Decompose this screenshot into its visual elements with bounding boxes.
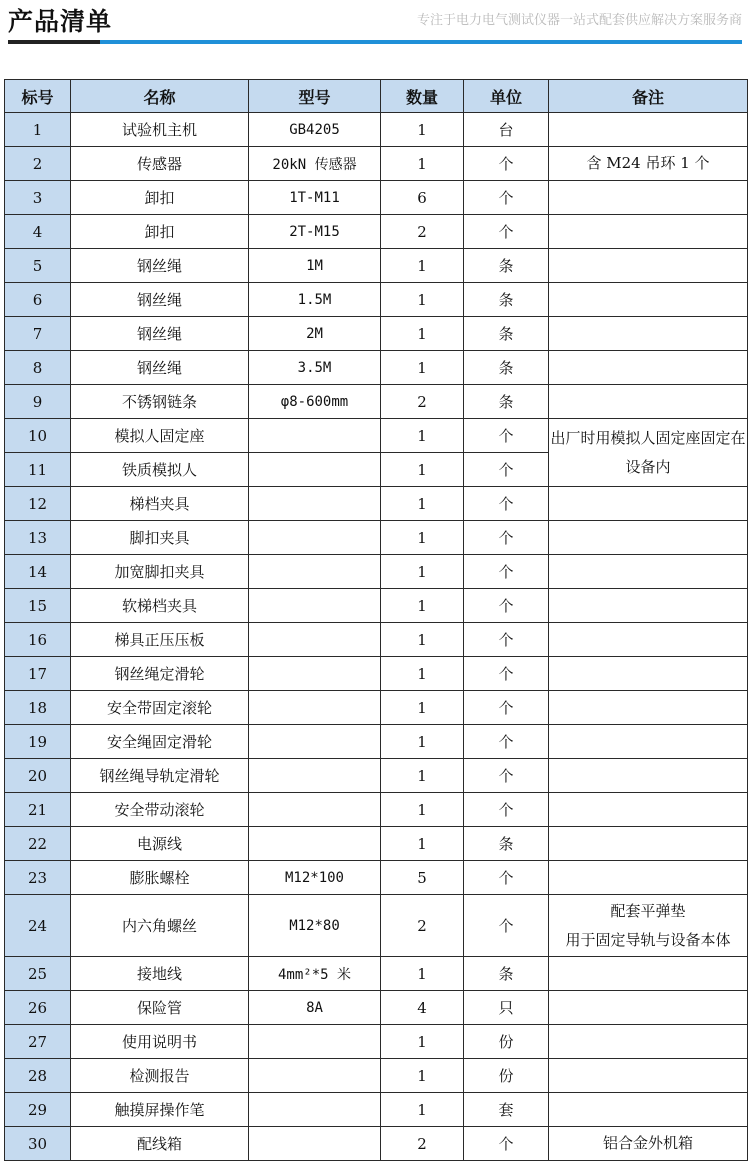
- model-cell: 1M: [249, 249, 381, 283]
- remarks-cell: [549, 249, 748, 283]
- remarks-cell: [549, 283, 748, 317]
- table-row: [5, 385, 748, 419]
- unit-cell: 个: [464, 691, 549, 725]
- model-cell: 1.5M: [249, 283, 381, 317]
- row-number-cell: 4: [5, 215, 71, 249]
- table-row: [5, 351, 748, 385]
- row-number-cell: 19: [5, 725, 71, 759]
- row-number-cell: 27: [5, 1025, 71, 1059]
- header-rule-dark: [8, 40, 100, 44]
- row-number-cell: 10: [5, 419, 71, 453]
- unit-cell: 条: [464, 827, 549, 861]
- row-number-cell: 6: [5, 283, 71, 317]
- remarks-cell: [549, 521, 748, 555]
- quantity-cell: 1: [381, 147, 464, 181]
- unit-cell: 个: [464, 589, 549, 623]
- table-row: [5, 1093, 748, 1127]
- table-row: [5, 657, 748, 691]
- remarks-cell: [549, 589, 748, 623]
- table-row: [5, 991, 748, 1025]
- remarks-cell: [549, 385, 748, 419]
- remarks-cell: [549, 691, 748, 725]
- item-name-cell: 铁质模拟人: [71, 453, 249, 487]
- remarks-cell: 铝合金外机箱: [549, 1127, 748, 1161]
- item-name-cell: 钢丝绳导轨定滑轮: [71, 759, 249, 793]
- table-row: [5, 283, 748, 317]
- tagline: 专注于电力电气测试仪器一站式配套供应解决方案服务商: [416, 13, 742, 28]
- item-name-cell: 钢丝绳定滑轮: [71, 657, 249, 691]
- row-number-cell: 21: [5, 793, 71, 827]
- table-row: [5, 1059, 748, 1093]
- column-header-unit: 单位: [464, 80, 549, 113]
- remarks-cell: [549, 725, 748, 759]
- item-name-cell: 钢丝绳: [71, 351, 249, 385]
- quantity-cell: 1: [381, 351, 464, 385]
- remarks-cell: [549, 113, 748, 147]
- unit-cell: 条: [464, 283, 549, 317]
- item-name-cell: 钢丝绳: [71, 249, 249, 283]
- table-row: [5, 249, 748, 283]
- table-row: [5, 957, 748, 991]
- remarks-cell: 出厂时用模拟人固定座固定在设备内: [549, 419, 748, 487]
- table-row: [5, 861, 748, 895]
- model-cell: [249, 1059, 381, 1093]
- model-cell: [249, 589, 381, 623]
- remarks-cell: 含 M24 吊环 1 个: [549, 147, 748, 181]
- item-name-cell: 使用说明书: [71, 1025, 249, 1059]
- column-header-name: 名称: [71, 80, 249, 113]
- table-row: [5, 589, 748, 623]
- table-row: [5, 419, 748, 453]
- table-header-row: [5, 80, 748, 113]
- item-name-cell: 检测报告: [71, 1059, 249, 1093]
- table-row: [5, 691, 748, 725]
- table-row: [5, 215, 748, 249]
- table-row: [5, 725, 748, 759]
- model-cell: 3.5M: [249, 351, 381, 385]
- quantity-cell: 1: [381, 1025, 464, 1059]
- table-row: [5, 147, 748, 181]
- item-name-cell: 内六角螺丝: [71, 895, 249, 957]
- unit-cell: 只: [464, 991, 549, 1025]
- unit-cell: 个: [464, 419, 549, 453]
- column-header-quantity: 数量: [381, 80, 464, 113]
- unit-cell: 份: [464, 1059, 549, 1093]
- remarks-cell: [549, 317, 748, 351]
- unit-cell: 个: [464, 147, 549, 181]
- model-cell: [249, 827, 381, 861]
- model-cell: 2T-M15: [249, 215, 381, 249]
- remarks-cell: [549, 991, 748, 1025]
- item-name-cell: 电源线: [71, 827, 249, 861]
- item-name-cell: 安全绳固定滑轮: [71, 725, 249, 759]
- row-number-cell: 2: [5, 147, 71, 181]
- unit-cell: 个: [464, 181, 549, 215]
- model-cell: [249, 793, 381, 827]
- remarks-cell: [549, 351, 748, 385]
- unit-cell: 条: [464, 317, 549, 351]
- row-number-cell: 5: [5, 249, 71, 283]
- quantity-cell: 1: [381, 759, 464, 793]
- unit-cell: 份: [464, 1025, 549, 1059]
- item-name-cell: 软梯档夹具: [71, 589, 249, 623]
- quantity-cell: 1: [381, 521, 464, 555]
- item-name-cell: 卸扣: [71, 215, 249, 249]
- remarks-cell: [549, 861, 748, 895]
- unit-cell: 个: [464, 861, 549, 895]
- unit-cell: 套: [464, 1093, 549, 1127]
- unit-cell: 个: [464, 215, 549, 249]
- quantity-cell: 1: [381, 657, 464, 691]
- table-row: [5, 1025, 748, 1059]
- row-number-cell: 24: [5, 895, 71, 957]
- remarks-cell: [549, 215, 748, 249]
- quantity-cell: 1: [381, 957, 464, 991]
- remarks-cell: [549, 827, 748, 861]
- row-number-cell: 9: [5, 385, 71, 419]
- model-cell: M12*100: [249, 861, 381, 895]
- quantity-cell: 1: [381, 555, 464, 589]
- quantity-cell: 4: [381, 991, 464, 1025]
- remarks-cell: [549, 487, 748, 521]
- row-number-cell: 13: [5, 521, 71, 555]
- item-name-cell: 钢丝绳: [71, 317, 249, 351]
- model-cell: 2M: [249, 317, 381, 351]
- item-name-cell: 试验机主机: [71, 113, 249, 147]
- quantity-cell: 1: [381, 317, 464, 351]
- row-number-cell: 18: [5, 691, 71, 725]
- unit-cell: 个: [464, 453, 549, 487]
- row-number-cell: 11: [5, 453, 71, 487]
- item-name-cell: 卸扣: [71, 181, 249, 215]
- unit-cell: 个: [464, 623, 549, 657]
- row-number-cell: 23: [5, 861, 71, 895]
- table-row: [5, 623, 748, 657]
- quantity-cell: 1: [381, 793, 464, 827]
- item-name-cell: 梯档夹具: [71, 487, 249, 521]
- model-cell: [249, 419, 381, 453]
- item-name-cell: 安全带固定滚轮: [71, 691, 249, 725]
- model-cell: [249, 1127, 381, 1161]
- quantity-cell: 1: [381, 589, 464, 623]
- quantity-cell: 1: [381, 419, 464, 453]
- unit-cell: 个: [464, 1127, 549, 1161]
- unit-cell: 条: [464, 385, 549, 419]
- remarks-cell: 配套平弹垫 用于固定导轨与设备本体: [549, 895, 748, 957]
- unit-cell: 条: [464, 249, 549, 283]
- quantity-cell: 1: [381, 1093, 464, 1127]
- unit-cell: 个: [464, 487, 549, 521]
- model-cell: [249, 521, 381, 555]
- unit-cell: 个: [464, 657, 549, 691]
- remarks-cell: [549, 555, 748, 589]
- remarks-cell: [549, 793, 748, 827]
- item-name-cell: 膨胀螺栓: [71, 861, 249, 895]
- product-list-table: [4, 79, 748, 1161]
- row-number-cell: 12: [5, 487, 71, 521]
- unit-cell: 条: [464, 351, 549, 385]
- remarks-cell: [549, 1093, 748, 1127]
- quantity-cell: 1: [381, 1059, 464, 1093]
- model-cell: [249, 453, 381, 487]
- model-cell: [249, 487, 381, 521]
- row-number-cell: 28: [5, 1059, 71, 1093]
- table-row: [5, 317, 748, 351]
- header-rule-blue: [100, 40, 742, 44]
- quantity-cell: 2: [381, 895, 464, 957]
- item-name-cell: 梯具正压压板: [71, 623, 249, 657]
- model-cell: 8A: [249, 991, 381, 1025]
- row-number-cell: 30: [5, 1127, 71, 1161]
- quantity-cell: 5: [381, 861, 464, 895]
- item-name-cell: 配线箱: [71, 1127, 249, 1161]
- model-cell: [249, 1093, 381, 1127]
- item-name-cell: 触摸屏操作笔: [71, 1093, 249, 1127]
- model-cell: 1T-M11: [249, 181, 381, 215]
- item-name-cell: 加宽脚扣夹具: [71, 555, 249, 589]
- page-header: [0, 0, 750, 50]
- quantity-cell: 1: [381, 827, 464, 861]
- table-body: [5, 113, 748, 1161]
- table-row: [5, 895, 748, 957]
- row-number-cell: 16: [5, 623, 71, 657]
- quantity-cell: 2: [381, 1127, 464, 1161]
- remarks-cell: [549, 181, 748, 215]
- quantity-cell: 1: [381, 623, 464, 657]
- item-name-cell: 保险管: [71, 991, 249, 1025]
- row-number-cell: 25: [5, 957, 71, 991]
- row-number-cell: 17: [5, 657, 71, 691]
- model-cell: M12*80: [249, 895, 381, 957]
- remarks-cell: [549, 1059, 748, 1093]
- remarks-cell: [549, 957, 748, 991]
- table-row: [5, 759, 748, 793]
- row-number-cell: 3: [5, 181, 71, 215]
- row-number-cell: 8: [5, 351, 71, 385]
- table-row: [5, 113, 748, 147]
- quantity-cell: 1: [381, 283, 464, 317]
- table-row: [5, 521, 748, 555]
- item-name-cell: 不锈钢链条: [71, 385, 249, 419]
- unit-cell: 个: [464, 555, 549, 589]
- remarks-cell: [549, 657, 748, 691]
- quantity-cell: 2: [381, 385, 464, 419]
- column-header-number: 标号: [5, 80, 71, 113]
- table-row: [5, 181, 748, 215]
- row-number-cell: 26: [5, 991, 71, 1025]
- quantity-cell: 1: [381, 725, 464, 759]
- item-name-cell: 钢丝绳: [71, 283, 249, 317]
- table-row: [5, 487, 748, 521]
- row-number-cell: 22: [5, 827, 71, 861]
- model-cell: [249, 691, 381, 725]
- unit-cell: 台: [464, 113, 549, 147]
- column-header-remarks: 备注: [549, 80, 748, 113]
- model-cell: [249, 555, 381, 589]
- model-cell: [249, 759, 381, 793]
- quantity-cell: 1: [381, 249, 464, 283]
- model-cell: φ8-600mm: [249, 385, 381, 419]
- model-cell: [249, 657, 381, 691]
- remarks-cell: [549, 623, 748, 657]
- remarks-cell: [549, 1025, 748, 1059]
- table-row: [5, 555, 748, 589]
- model-cell: GB4205: [249, 113, 381, 147]
- table-row: [5, 793, 748, 827]
- quantity-cell: 1: [381, 113, 464, 147]
- row-number-cell: 29: [5, 1093, 71, 1127]
- unit-cell: 个: [464, 793, 549, 827]
- item-name-cell: 安全带动滚轮: [71, 793, 249, 827]
- unit-cell: 个: [464, 521, 549, 555]
- item-name-cell: 接地线: [71, 957, 249, 991]
- unit-cell: 个: [464, 895, 549, 957]
- unit-cell: 个: [464, 759, 549, 793]
- table-row: [5, 1127, 748, 1161]
- quantity-cell: 1: [381, 691, 464, 725]
- table-row: [5, 827, 748, 861]
- item-name-cell: 脚扣夹具: [71, 521, 249, 555]
- row-number-cell: 1: [5, 113, 71, 147]
- model-cell: [249, 1025, 381, 1059]
- remarks-cell: [549, 759, 748, 793]
- model-cell: 20kN 传感器: [249, 147, 381, 181]
- page-title: 产品清单: [8, 7, 113, 36]
- quantity-cell: 2: [381, 215, 464, 249]
- row-number-cell: 15: [5, 589, 71, 623]
- unit-cell: 条: [464, 957, 549, 991]
- quantity-cell: 1: [381, 453, 464, 487]
- quantity-cell: 1: [381, 487, 464, 521]
- row-number-cell: 14: [5, 555, 71, 589]
- item-name-cell: 模拟人固定座: [71, 419, 249, 453]
- model-cell: [249, 623, 381, 657]
- model-cell: [249, 725, 381, 759]
- row-number-cell: 7: [5, 317, 71, 351]
- row-number-cell: 20: [5, 759, 71, 793]
- item-name-cell: 传感器: [71, 147, 249, 181]
- model-cell: 4mm²*5 米: [249, 957, 381, 991]
- column-header-model: 型号: [249, 80, 381, 113]
- quantity-cell: 6: [381, 181, 464, 215]
- unit-cell: 个: [464, 725, 549, 759]
